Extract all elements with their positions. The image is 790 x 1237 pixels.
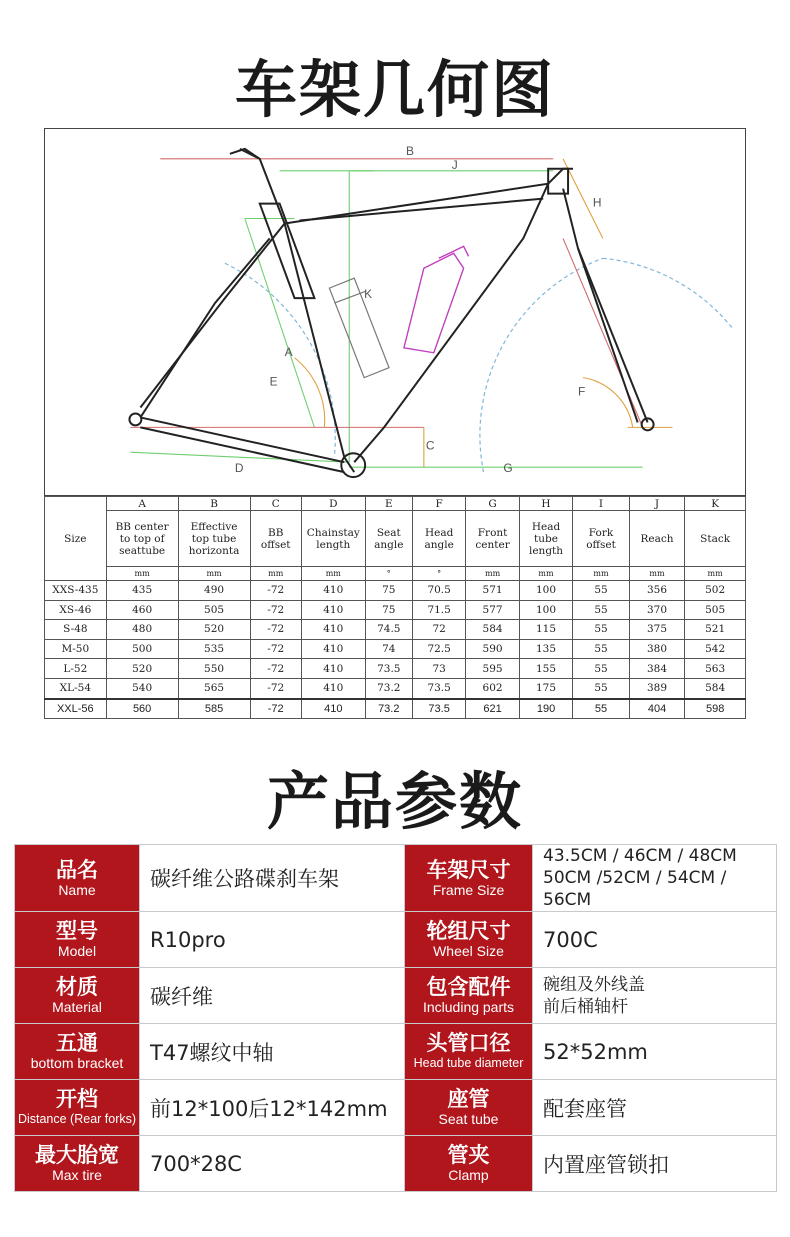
- spec-value-line: 内置座管锁扣: [543, 1152, 669, 1177]
- spec-value: [140, 912, 405, 968]
- geo-value-cell: 73.5: [365, 659, 412, 679]
- geo-letter: B: [178, 497, 250, 511]
- spec-row: [15, 1136, 777, 1192]
- geo-value-cell: 100: [519, 600, 572, 620]
- geo-value-cell: 380: [629, 639, 685, 659]
- frame-geometry-diagram: [44, 128, 746, 496]
- dim-label-g: G: [503, 461, 513, 476]
- section-title: 产品参数: [266, 765, 523, 838]
- spec-value: [140, 1136, 405, 1192]
- geo-row: [45, 620, 746, 640]
- geo-unit: mm: [466, 567, 519, 581]
- geometry-table: [44, 496, 746, 719]
- dim-label-j: J: [451, 157, 458, 172]
- spec-value-line: 碗组及外线盖: [543, 974, 645, 995]
- geo-value-cell: 55: [573, 678, 630, 698]
- geo-value-cell: 75: [365, 600, 412, 620]
- geo-value-cell: 73: [412, 659, 465, 679]
- geo-value-cell: 602: [466, 678, 519, 698]
- geo-letter: J: [629, 497, 685, 511]
- geo-value-cell: 595: [466, 659, 519, 679]
- spec-label: [405, 912, 533, 968]
- geo-col-name: BB center to top of seattube: [106, 511, 178, 567]
- geo-value-cell: 410: [301, 639, 365, 659]
- spec-label-en: Clamp: [448, 1167, 489, 1183]
- geo-size-cell: XXL-56: [45, 699, 107, 719]
- geo-value-cell: 55: [573, 699, 630, 719]
- spec-table: [14, 844, 777, 1192]
- geo-value-cell: 410: [301, 620, 365, 640]
- geo-value-cell: 560: [106, 699, 178, 719]
- spec-label-cn: 开档: [56, 1087, 98, 1111]
- geo-col-name: Seat angle: [365, 511, 412, 567]
- geo-col-name: Reach: [629, 511, 685, 567]
- geo-unit: mm: [250, 567, 301, 581]
- geo-body: [45, 581, 746, 719]
- geo-value-cell: 500: [106, 639, 178, 659]
- spec-row: [15, 968, 777, 1024]
- spec-label: [405, 968, 533, 1024]
- geo-value-cell: 410: [301, 581, 365, 601]
- geo-unit-row: [45, 567, 746, 581]
- spec-label: [405, 1024, 533, 1080]
- geo-value-cell: 565: [178, 678, 250, 698]
- geo-value-cell: 73.2: [365, 699, 412, 719]
- spec-body: [15, 845, 777, 1192]
- geo-value-cell: 520: [178, 620, 250, 640]
- spec-value: [533, 968, 777, 1024]
- geo-value-cell: 73.5: [412, 699, 465, 719]
- geo-size-cell: M-50: [45, 639, 107, 659]
- spec-label-cn: 包含配件: [426, 975, 511, 999]
- geo-unit: mm: [106, 567, 178, 581]
- spec-label-en: Seat tube: [438, 1111, 499, 1127]
- geo-value-cell: 75: [365, 581, 412, 601]
- geo-value-cell: -72: [250, 620, 301, 640]
- spec-value-line: 700*28C: [150, 1151, 242, 1176]
- geo-unit: mm: [301, 567, 365, 581]
- spec-row: [15, 1080, 777, 1136]
- spec-value-line: 碳纤维公路碟刹车架: [150, 867, 339, 891]
- geo-letter-row: [45, 497, 746, 511]
- geo-letter: G: [466, 497, 519, 511]
- geo-value-cell: 74.5: [365, 620, 412, 640]
- geo-value-cell: 72.5: [412, 639, 465, 659]
- spec-label-en: Max tire: [52, 1167, 102, 1183]
- spec-label-cn: 材质: [56, 975, 98, 999]
- geo-value-cell: 621: [466, 699, 519, 719]
- geo-value-cell: 540: [106, 678, 178, 698]
- page-title: 车架几何图: [234, 53, 555, 126]
- geo-letter: I: [573, 497, 630, 511]
- dim-label-c: C: [425, 438, 435, 453]
- dim-label-d: D: [234, 461, 244, 476]
- spec-value: [140, 1080, 405, 1136]
- geo-value-cell: -72: [250, 699, 301, 719]
- geo-col-name: Effective top tube horizonta: [178, 511, 250, 567]
- geo-value-cell: 520: [106, 659, 178, 679]
- geo-unit: mm: [685, 567, 746, 581]
- geo-value-cell: 410: [301, 699, 365, 719]
- geo-value-cell: 550: [178, 659, 250, 679]
- geo-size-cell: XL-54: [45, 678, 107, 698]
- spec-label-cn: 五通: [56, 1031, 98, 1055]
- dim-label-b: B: [405, 143, 414, 158]
- spec-row: [15, 1024, 777, 1080]
- geo-value-cell: 370: [629, 600, 685, 620]
- geo-col-name: Head tube length: [519, 511, 572, 567]
- geo-unit: °: [365, 567, 412, 581]
- spec-label: [405, 1080, 533, 1136]
- spec-label-en: Model: [57, 943, 97, 959]
- geo-size-header: Size: [45, 497, 107, 581]
- geo-value-cell: 505: [685, 600, 746, 620]
- geo-value-cell: 73.2: [365, 678, 412, 698]
- geo-value-cell: 571: [466, 581, 519, 601]
- bottle-outline: [329, 278, 389, 377]
- geo-value-cell: 73.5: [412, 678, 465, 698]
- spec-label-en: Material: [52, 999, 102, 1015]
- spec-label-en: Name: [58, 881, 96, 898]
- geo-value-cell: 55: [573, 581, 630, 601]
- spec-label: [15, 912, 140, 968]
- geo-size-cell: S-48: [45, 620, 107, 640]
- geo-col-name: Head angle: [412, 511, 465, 567]
- geo-value-cell: 175: [519, 678, 572, 698]
- dim-label-e: E: [269, 374, 278, 389]
- geo-size-cell: L-52: [45, 659, 107, 679]
- geo-value-cell: 410: [301, 600, 365, 620]
- bottle-highlight: [404, 246, 469, 352]
- geo-value-cell: -72: [250, 600, 301, 620]
- spec-label-cn: 头管口径: [426, 1031, 511, 1055]
- geo-value-cell: 535: [178, 639, 250, 659]
- geo-value-cell: 190: [519, 699, 572, 719]
- geo-value-cell: 502: [685, 581, 746, 601]
- geo-unit: °: [412, 567, 465, 581]
- spec-label-cn: 品名: [56, 857, 98, 882]
- geo-letter: C: [250, 497, 301, 511]
- spec-value-line: T47螺纹中轴: [150, 1040, 274, 1065]
- spec-value-line: R10pro: [150, 927, 226, 952]
- geo-unit: mm: [573, 567, 630, 581]
- geo-value-cell: 410: [301, 659, 365, 679]
- spec-value: [533, 1080, 777, 1136]
- geo-letter: A: [106, 497, 178, 511]
- spec-label-en: Frame Size: [432, 881, 505, 898]
- geo-name-row: [45, 511, 746, 567]
- geo-value-cell: 72: [412, 620, 465, 640]
- geo-value-cell: 404: [629, 699, 685, 719]
- geo-value-cell: 135: [519, 639, 572, 659]
- spec-label-cn: 型号: [56, 919, 98, 943]
- geo-value-cell: 155: [519, 659, 572, 679]
- geo-value-cell: 521: [685, 620, 746, 640]
- geo-value-cell: 435: [106, 581, 178, 601]
- geo-value-cell: 480: [106, 620, 178, 640]
- spec-value-line: 配套座管: [543, 1096, 627, 1121]
- geo-value-cell: 384: [629, 659, 685, 679]
- geo-value-cell: 505: [178, 600, 250, 620]
- spec-label-cn: 座管: [447, 1087, 490, 1111]
- geo-value-cell: 115: [519, 620, 572, 640]
- geo-col-name: BB offset: [250, 511, 301, 567]
- geo-value-cell: -72: [250, 678, 301, 698]
- spec-row: [15, 845, 777, 912]
- geo-value-cell: 584: [685, 678, 746, 698]
- spec-value-line: 43.5CM / 46CM / 48CM: [543, 846, 737, 866]
- spec-label: [405, 845, 533, 912]
- geo-value-cell: 590: [466, 639, 519, 659]
- spec-value-line: 碳纤维: [150, 984, 213, 1009]
- geo-value-cell: 410: [301, 678, 365, 698]
- geo-col-name: Stack: [685, 511, 746, 567]
- geo-value-cell: 542: [685, 639, 746, 659]
- geo-value-cell: 460: [106, 600, 178, 620]
- geo-row: [45, 678, 746, 698]
- spec-label-cn: 车架尺寸: [426, 857, 511, 882]
- geo-value-cell: -72: [250, 581, 301, 601]
- geo-value-cell: 563: [685, 659, 746, 679]
- geo-value-cell: 55: [573, 600, 630, 620]
- geo-value-cell: 389: [629, 678, 685, 698]
- spec-row: [15, 912, 777, 968]
- geo-value-cell: 71.5: [412, 600, 465, 620]
- spec-label: [15, 968, 140, 1024]
- front-wheel-arc-2: [603, 258, 732, 328]
- spec-label: [15, 1080, 140, 1136]
- geo-col-name: Front center: [466, 511, 519, 567]
- geo-col-name: Chainstay length: [301, 511, 365, 567]
- geo-value-cell: 585: [178, 699, 250, 719]
- spec-value-line: 700C: [543, 927, 598, 952]
- geo-value-cell: 55: [573, 659, 630, 679]
- spec-value: [533, 1024, 777, 1080]
- geo-value-cell: 70.5: [412, 581, 465, 601]
- geo-value-cell: 74: [365, 639, 412, 659]
- geo-row: [45, 600, 746, 620]
- geo-value-cell: 55: [573, 620, 630, 640]
- geo-col-name: Fork offset: [573, 511, 630, 567]
- spec-label: [15, 845, 140, 912]
- spec-label-cn: 管夹: [447, 1143, 490, 1167]
- spec-value-line: 52*52mm: [543, 1039, 648, 1064]
- geo-value-cell: 375: [629, 620, 685, 640]
- geo-row: [45, 639, 746, 659]
- dim-label-f: F: [578, 384, 586, 399]
- dim-label-k: K: [364, 287, 373, 302]
- geo-value-cell: 356: [629, 581, 685, 601]
- geo-value-cell: 100: [519, 581, 572, 601]
- spec-label: [405, 1136, 533, 1192]
- spec-label-en: Head tube diameter: [413, 1056, 524, 1070]
- geo-unit: mm: [519, 567, 572, 581]
- geo-row: [45, 581, 746, 601]
- geo-letter: K: [685, 497, 746, 511]
- geo-value-cell: 577: [466, 600, 519, 620]
- geo-value-cell: 55: [573, 639, 630, 659]
- spec-value: [140, 968, 405, 1024]
- geo-letter: E: [365, 497, 412, 511]
- geo-letter: H: [519, 497, 572, 511]
- spec-value-line: 前12*100后12*142mm: [150, 1096, 388, 1121]
- spec-label-en: Wheel Size: [433, 943, 504, 959]
- spec-value: [533, 1136, 777, 1192]
- geo-unit: mm: [629, 567, 685, 581]
- spec-value: [533, 845, 777, 912]
- geo-value-cell: -72: [250, 639, 301, 659]
- geo-value-cell: -72: [250, 659, 301, 679]
- geo-size-cell: XXS-435: [45, 581, 107, 601]
- geo-row: [45, 659, 746, 679]
- spec-label: [15, 1136, 140, 1192]
- geo-value-cell: 584: [466, 620, 519, 640]
- spec-label-en: Distance (Rear forks): [17, 1112, 137, 1126]
- geo-value-cell: 490: [178, 581, 250, 601]
- spec-value-line: 50CM /52CM / 54CM / 56CM: [543, 868, 727, 910]
- dim-label-h: H: [592, 195, 602, 210]
- spec-label-en: bottom bracket: [30, 1055, 124, 1071]
- geo-value-cell: 598: [685, 699, 746, 719]
- spec-label-cn: 轮组尺寸: [426, 919, 511, 943]
- spec-value-line: 前后桶轴杆: [543, 996, 628, 1017]
- geo-row: [45, 699, 746, 719]
- geo-letter: D: [301, 497, 365, 511]
- spec-label: [15, 1024, 140, 1080]
- spec-label-en: Including parts: [422, 999, 515, 1015]
- geo-unit: mm: [178, 567, 250, 581]
- spec-value: [140, 1024, 405, 1080]
- dim-label-a: A: [284, 344, 293, 359]
- spec-label-cn: 最大胎宽: [35, 1143, 119, 1167]
- geo-size-cell: XS-46: [45, 600, 107, 620]
- spec-value: [140, 845, 405, 912]
- spec-value: [533, 912, 777, 968]
- geo-letter: F: [412, 497, 465, 511]
